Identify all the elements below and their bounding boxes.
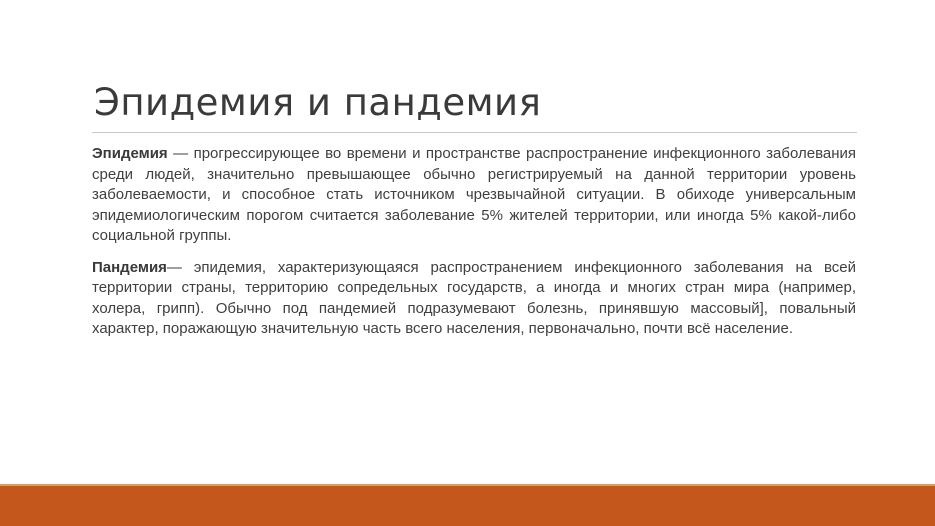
title-divider <box>92 132 857 133</box>
slide-body <box>92 144 856 351</box>
term-pandemic: Пандемия <box>92 258 167 276</box>
paragraph-pandemic <box>92 258 856 340</box>
definition-epidemic: — прогрессирующее во времени и пространстве распространение инфекционного заболевания среди людей, значительно превышающее обычно регистрируемый на данной территории уровень заболеваемости, и способное стать источником чрезвычайной ситуации. В обиходе универсальным эпидемиологическим порогом считается заболевание 5% жителей территории, или иногда 5% какой-либо социальной группы. <box>92 145 856 244</box>
term-epidemic: Эпидемия <box>92 145 168 162</box>
paragraph-epidemic <box>92 144 856 247</box>
footer-bar <box>0 486 935 526</box>
definition-pandemic: — эпидемия, характеризующаяся распространением инфекционного заболевания на всей территории страны, территорию сопредельных государств, а иногда и многих стран мира (например, холера, грипп). Обычно под пандемией подразумевают болезнь, принявшую массовый], повальный характер, поражающую значительную часть всего населения, первоначально, почти всё население. <box>92 258 856 337</box>
slide-title: Эпидемия и пандемия <box>94 81 542 124</box>
